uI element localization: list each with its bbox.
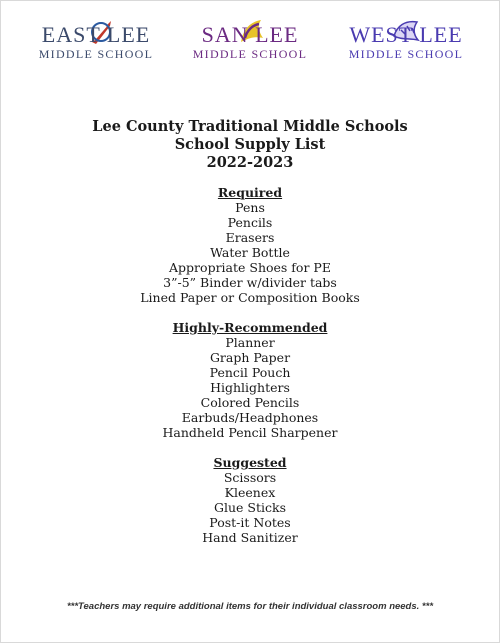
list-item: Glue Sticks <box>214 500 286 515</box>
list-item: Graph Paper <box>209 350 291 365</box>
san-logo-line2: MIDDLE SCHOOL <box>192 47 308 61</box>
document-title <box>0 118 500 172</box>
list-item: Erasers <box>225 230 275 245</box>
list-item: Earbuds/Headphones <box>181 410 319 425</box>
recommended-heading: Highly-Recommended <box>172 320 328 335</box>
list-item: Colored Pencils <box>200 395 300 410</box>
list-item: 3”-5” Binder w/divider tabs <box>163 275 337 290</box>
title-line-1: Lee County Traditional Middle Schools <box>92 118 408 135</box>
list-item: Pens <box>235 200 265 215</box>
list-item: Planner <box>225 335 275 350</box>
suggested-heading: Suggested <box>213 455 287 470</box>
suggested-section <box>0 455 500 545</box>
title-line-2: School Supply List <box>174 136 326 153</box>
west-logo-line1: WEST LEE <box>349 22 463 47</box>
required-heading: Required <box>217 185 283 200</box>
required-section <box>0 185 500 305</box>
title-line-3: 2022-2023 <box>206 154 294 171</box>
recommended-section <box>0 320 500 440</box>
east-logo-line1: EAST LEE <box>41 22 151 47</box>
footer-note: ***Teachers may require additional items for their individual classroom needs. *** <box>66 601 434 612</box>
list-item: Appropriate Shoes for PE <box>169 260 331 275</box>
list-item: Pencils <box>227 215 273 230</box>
list-item: Lined Paper or Composition Books <box>140 290 360 305</box>
san-lee-logo <box>189 22 311 61</box>
list-item: Pencil Pouch <box>209 365 291 380</box>
list-item: Hand Sanitizer <box>202 530 298 545</box>
list-item: Handheld Pencil Sharpener <box>162 425 338 440</box>
east-lee-logo <box>36 22 156 61</box>
list-item: Scissors <box>223 470 277 485</box>
west-lee-logo <box>343 22 469 61</box>
east-logo-line2: MIDDLE SCHOOL <box>38 47 154 61</box>
list-item: Kleenex <box>224 485 276 500</box>
list-item: Highlighters <box>210 380 290 395</box>
san-logo-line1: SAN LEE <box>201 22 299 47</box>
list-item: Water Bottle <box>210 245 290 260</box>
list-item: Post-it Notes <box>209 515 291 530</box>
west-logo-line2: MIDDLE SCHOOL <box>348 47 464 61</box>
